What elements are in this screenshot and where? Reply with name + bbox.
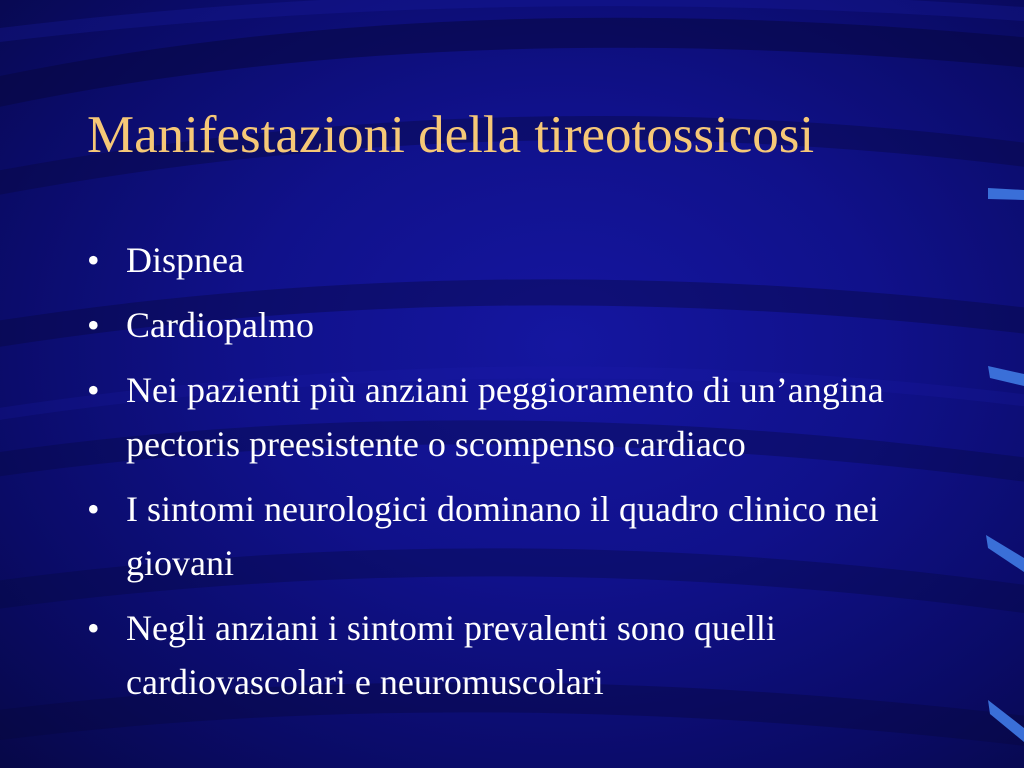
bullet-text: Cardiopalmo (126, 305, 314, 345)
bullet-item (87, 298, 967, 352)
bullet-icon: • (87, 370, 100, 410)
bullet-icon: • (87, 489, 100, 529)
bullet-icon: • (87, 240, 100, 280)
bullet-item (87, 233, 967, 287)
bullet-list (87, 233, 967, 720)
bullet-item (87, 482, 967, 590)
bullet-icon: • (87, 608, 100, 648)
bullet-item (87, 601, 967, 709)
bullet-text: Dispnea (126, 240, 244, 280)
bullet-icon: • (87, 305, 100, 345)
bullet-text: Nei pazienti più anziani peggioramento di un’angina pectoris preesistente o scompenso cardiaco (126, 370, 884, 464)
bullet-item (87, 363, 967, 471)
bullet-text: I sintomi neurologici dominano il quadro clinico nei giovani (126, 489, 879, 583)
bullet-text: Negli anziani i sintomi prevalenti sono quelli cardiovascolari e neuromuscolari (126, 608, 776, 702)
slide-title: Manifestazioni della tireotossicosi (87, 106, 815, 164)
